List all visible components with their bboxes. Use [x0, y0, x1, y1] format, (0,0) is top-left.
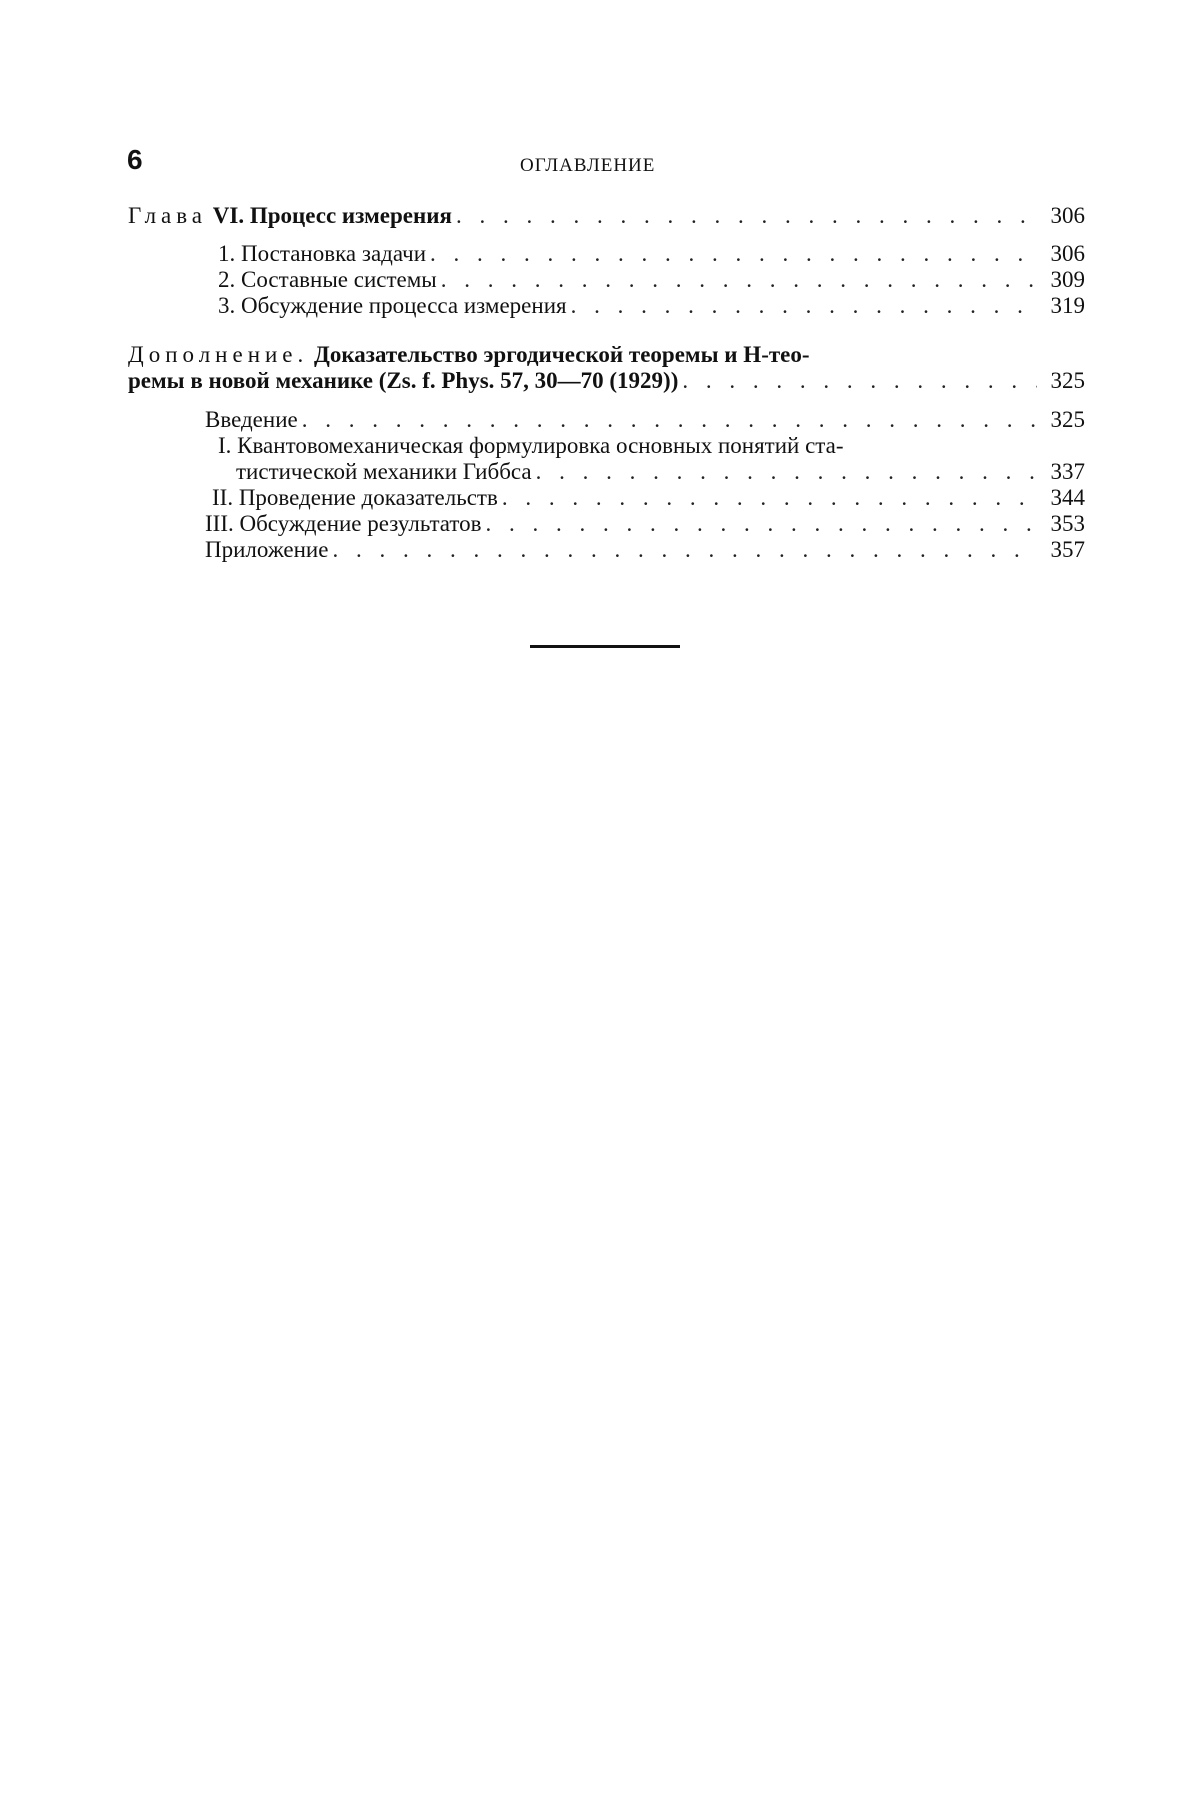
toc-section [218, 267, 1085, 293]
toc-appendix-item-line1 [218, 433, 844, 459]
item-label-line1: I. Квантовомеханическая формулировка основных понятий ста- [218, 433, 844, 458]
dot-leader [682, 368, 1037, 394]
dot-leader [536, 459, 1037, 485]
appendix-title-line2: ремы в новой механике (Zs. f. Phys. 57, 30—70 (1929)) [128, 368, 679, 393]
page-reference: 325 [1050, 407, 1085, 432]
page-reference: 309 [1050, 267, 1085, 292]
page-reference: 337 [1050, 459, 1085, 484]
page-reference: 344 [1050, 485, 1085, 510]
item-label: III. Обсуждение результатов [205, 511, 482, 536]
toc-section [218, 241, 1085, 267]
dot-leader [430, 241, 1037, 267]
toc-chapter-6 [128, 203, 1085, 229]
toc-appendix-item-line2 [236, 459, 1085, 485]
dot-leader [302, 407, 1037, 433]
toc-appendix-item [205, 537, 1085, 563]
appendix-title-line1: Доказательство эргодической теоремы и H-тео- [314, 342, 810, 367]
item-label: Приложение [205, 537, 329, 562]
page-reference: 306 [1050, 203, 1085, 228]
item-label-line2: тистической механики Гиббса [236, 459, 532, 484]
page-number: 6 [127, 144, 143, 175]
dot-leader [456, 203, 1037, 229]
item-label: II. Проведение доказательств [212, 485, 498, 510]
chapter-title: VI. Процесс измерения [212, 203, 452, 228]
toc-section [218, 293, 1085, 319]
page-reference: 353 [1050, 511, 1085, 536]
end-rule [530, 645, 680, 648]
item-label: Введение [205, 407, 298, 432]
dot-leader [571, 293, 1037, 319]
dot-leader [486, 511, 1038, 537]
chapter-prefix: Глава [128, 203, 208, 228]
section-label: 1. Постановка задачи [218, 241, 427, 266]
dot-leader [332, 537, 1037, 563]
section-label: 3. Обсуждение процесса измерения [218, 293, 567, 318]
page-reference: 306 [1050, 241, 1085, 266]
dot-leader [441, 267, 1037, 293]
page-reference: 357 [1050, 537, 1085, 562]
toc-appendix-line1 [128, 342, 810, 368]
section-label: 2. Составные системы [218, 267, 437, 292]
toc-appendix-item [212, 485, 1085, 511]
toc-appendix-item [205, 407, 1085, 433]
page-reference: 325 [1050, 368, 1085, 393]
appendix-prefix: Дополнение. [128, 342, 309, 367]
toc-appendix-line2 [128, 368, 1085, 394]
running-title: ОГЛАВЛЕНИЕ [520, 155, 656, 176]
toc-appendix-item [205, 511, 1085, 537]
dot-leader [502, 485, 1037, 511]
page-reference: 319 [1050, 293, 1085, 318]
